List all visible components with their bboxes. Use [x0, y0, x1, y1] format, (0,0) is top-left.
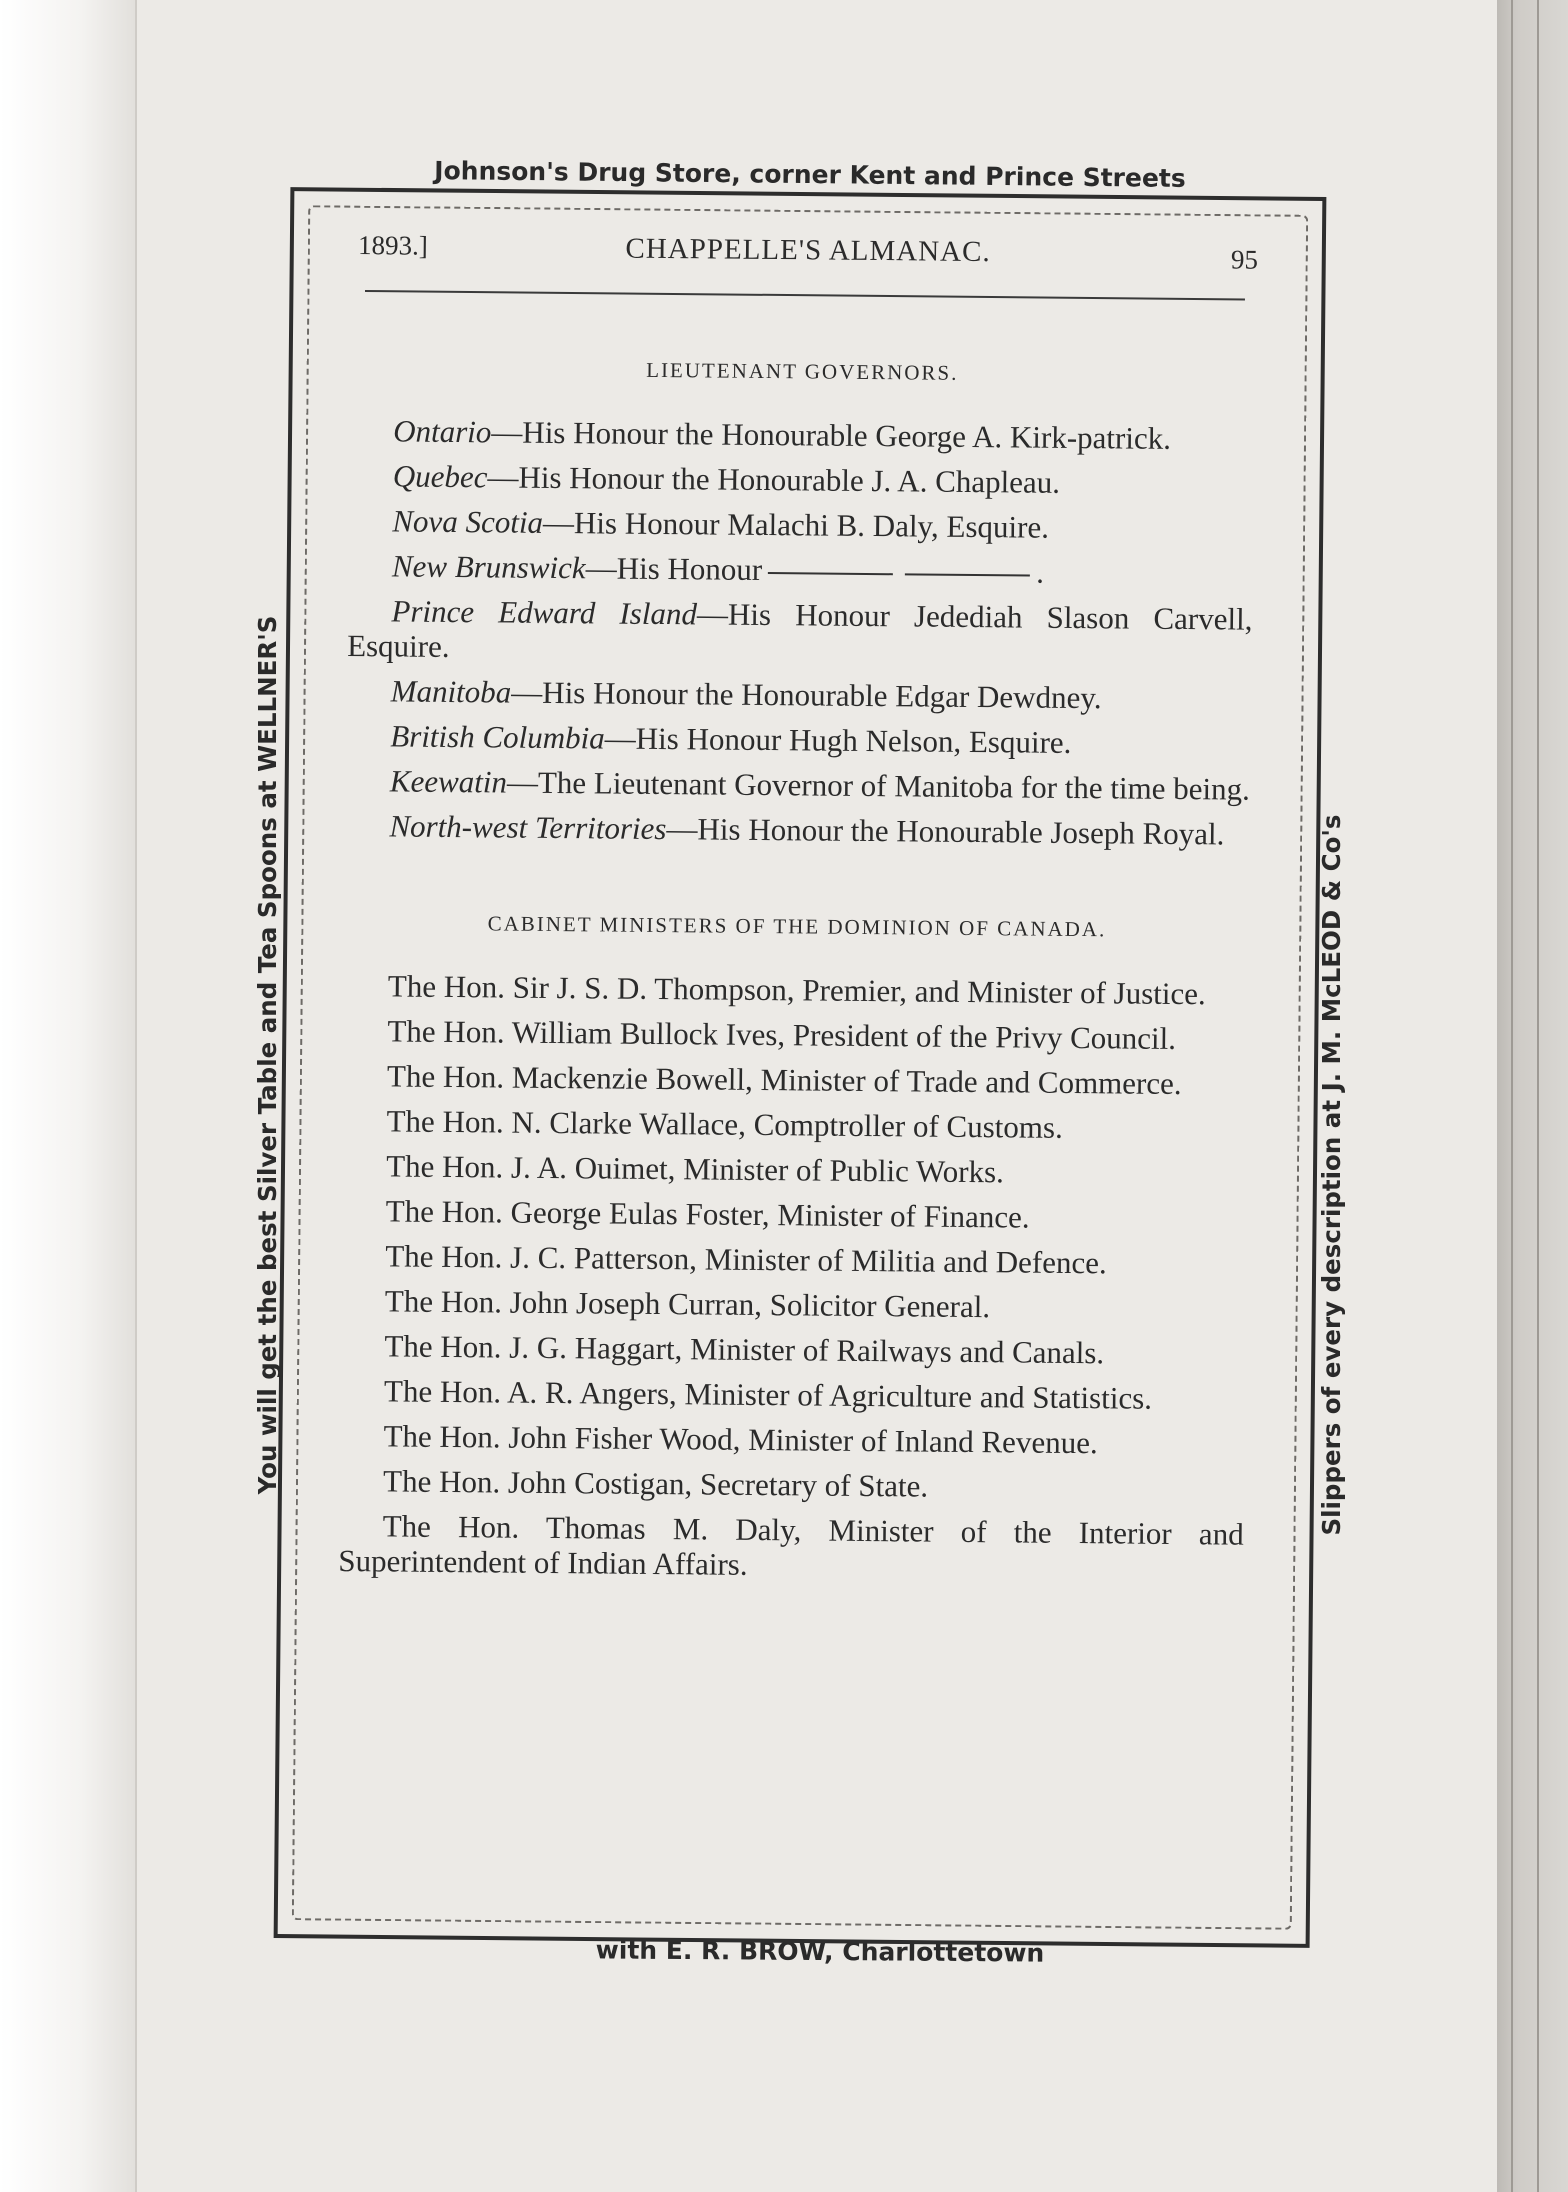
page-content: [338, 350, 1255, 1597]
governor-text: —His Honour Malachi B. Daly, Esquire.: [542, 504, 1050, 545]
governor-text: —His Honour: [585, 550, 763, 587]
governor-entry: [347, 673, 1252, 717]
governor-entry: [345, 808, 1250, 852]
governor-text: —His Honour the Honourable Joseph Royal.: [666, 811, 1225, 852]
minister-entry: The Hon. John Joseph Curran, Solicitor General.: [384, 1283, 991, 1325]
top-advertisement: Johnson's Drug Store, corner Kent and Prince Streets: [434, 156, 1186, 193]
province-name: New Brunswick: [391, 548, 586, 586]
governor-text: —His Honour Hugh Nelson, Esquire.: [604, 720, 1072, 760]
province-name: British Columbia: [390, 718, 605, 756]
minister-entry: The Hon. George Eulas Foster, Minister of Finance.: [385, 1193, 1030, 1235]
minister-entry: The Hon. Mackenzie Bowell, Minister of Trade and Commerce.: [386, 1058, 1182, 1102]
province-name: Nova Scotia: [392, 503, 544, 540]
section-heading-lieutenant-governors: LIEUTENANT GOVERNORS.: [646, 357, 959, 385]
page-number: 95: [1230, 244, 1259, 275]
blank-line: [768, 572, 893, 575]
header-year: 1893.]: [357, 230, 428, 261]
minister-entry: The Hon. J. C. Patterson, Minister of Militia and Defence.: [385, 1238, 1107, 1281]
governor-entry: [348, 548, 1253, 592]
governor-text: —His Honour the Honourable Edgar Dewdney.: [511, 674, 1102, 716]
minister-entry: The Hon. John Costigan, Secretary of State.: [382, 1463, 929, 1504]
province-name: North-west Territories: [389, 808, 667, 847]
governor-text: —His Honour the Honourable J. A. Chapleau.: [487, 459, 1061, 500]
governor-text: —His Honour the Honourable George A. Kirk-patrick.: [491, 414, 1172, 456]
minister-entry: The Hon. Sir J. S. D. Thompson, Premier, and Minister of Justice.: [387, 968, 1206, 1012]
minister-entry: The Hon. J. G. Haggart, Minister of Railways and Canals.: [384, 1328, 1105, 1371]
province-name: Ontario: [393, 413, 492, 450]
province-name: Keewatin: [389, 763, 508, 800]
right-page-edge: [1497, 0, 1568, 2192]
entry-suffix: .: [1036, 554, 1045, 590]
governor-entry: [348, 503, 1253, 547]
province-name: Prince Edward Island: [391, 593, 698, 632]
header-title: CHAPPELLE'S ALMANAC.: [625, 232, 991, 269]
minister-entry: The Hon. William Bullock Ives, President of the Privy Council.: [387, 1013, 1177, 1056]
left-advertisement: You will get the best Silver Table and Tea Spoons at WELLNER'S: [253, 615, 282, 1495]
minister-entry: The Hon. A. R. Angers, Minister of Agriculture and Statistics.: [383, 1373, 1153, 1416]
governor-text: —His Honour Jedediah Slason Carvell, Esquire.: [346, 596, 1253, 664]
blank-line: [905, 573, 1030, 576]
governor-text: —The Lieutenant Governor of Manitoba for the time being.: [506, 764, 1251, 807]
minister-entry: The Hon. Thomas M. Daly, Minister of the Interior and Superintendent of Indian Affairs.: [338, 1508, 1244, 1582]
minister-entry: The Hon. John Fisher Wood, Minister of Inland Revenue.: [383, 1418, 1098, 1461]
right-advertisement: Slippers of every description at J. M. McLEOD & Co's: [1317, 814, 1346, 1536]
province-name: Quebec: [392, 458, 488, 495]
governor-entry: [347, 593, 1253, 672]
governor-entry: [349, 458, 1254, 502]
running-header: [358, 230, 1258, 289]
minister-entry: The Hon. J. A. Ouimet, Minister of Public Works.: [386, 1148, 1005, 1190]
governor-entry: [346, 718, 1251, 762]
province-name: Manitoba: [390, 673, 512, 710]
governor-entry: [346, 763, 1251, 807]
left-page-edge: [0, 0, 137, 2192]
bottom-advertisement: with E. R. BROW, Charlottetown: [595, 1935, 1045, 1968]
section-heading-cabinet-ministers: CABINET MINISTERS OF THE DOMINION OF CANADA.: [487, 911, 1107, 942]
minister-entry: The Hon. N. Clarke Wallace, Comptroller of Customs.: [386, 1103, 1063, 1145]
governor-entry: [349, 413, 1254, 457]
